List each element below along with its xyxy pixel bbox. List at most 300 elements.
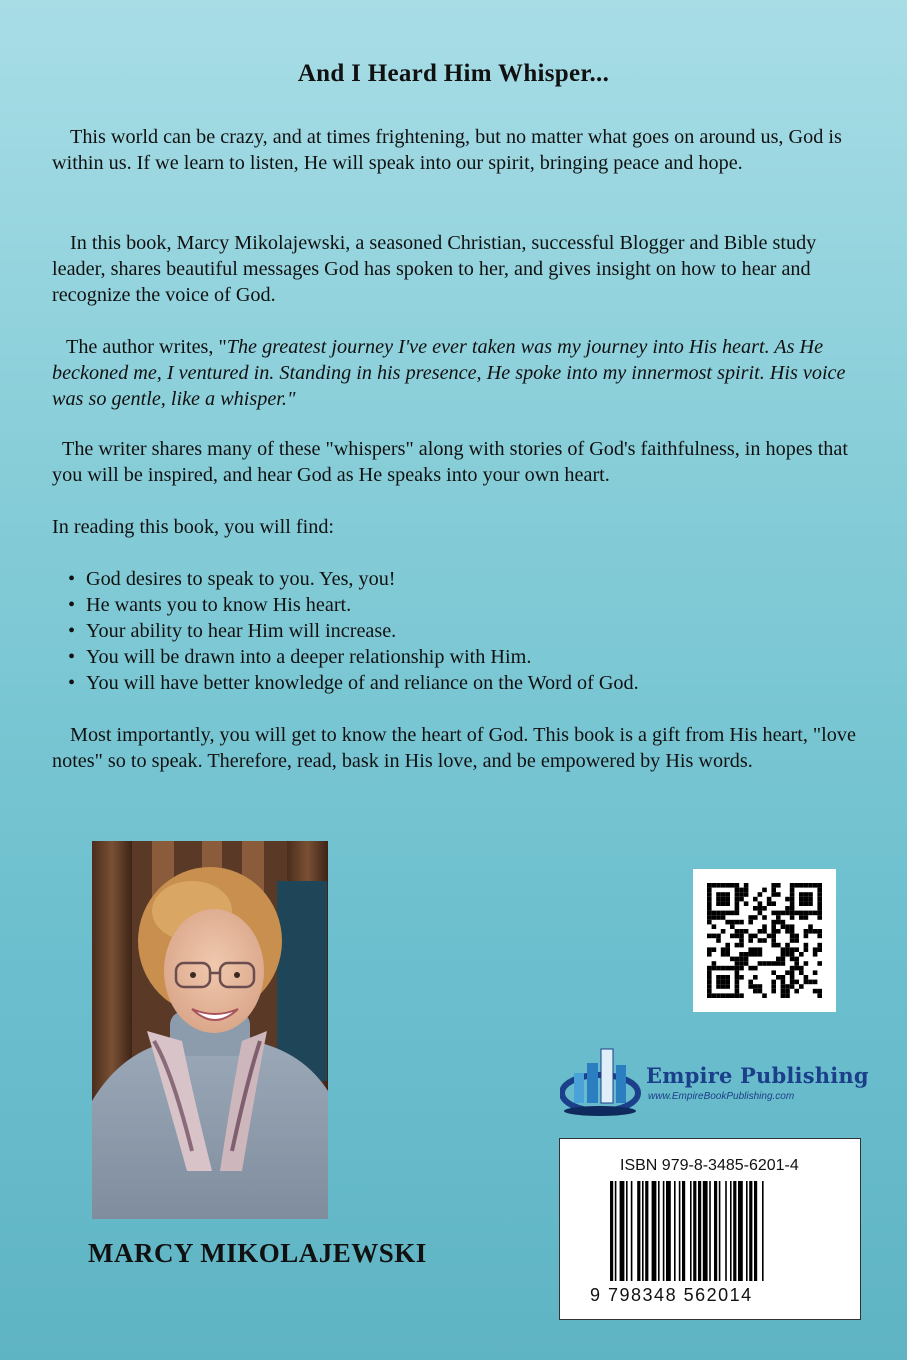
qr-module — [725, 892, 730, 897]
qr-module — [804, 947, 809, 952]
qr-module — [771, 911, 776, 916]
qr-module — [725, 911, 730, 916]
qr-module — [753, 966, 758, 971]
qr-module — [776, 929, 781, 934]
qr-module — [707, 911, 712, 916]
quote-intro: The author writes, " — [66, 336, 227, 358]
qr-module — [817, 989, 822, 994]
qr-module — [785, 952, 790, 957]
qr-module — [817, 947, 822, 952]
paragraph-whispers: The writer shares many of these "whispers" along with stories of God's faithfulness, in hopes that you will be inspired, and hear God as He speaks into your own heart. — [52, 438, 848, 486]
qr-module — [785, 906, 790, 911]
qr-module — [725, 947, 730, 952]
qr-module — [758, 961, 763, 966]
qr-module — [790, 897, 795, 902]
barcode-bar — [626, 1181, 628, 1281]
qr-module — [707, 966, 712, 971]
qr-module — [781, 989, 786, 994]
barcode-bar — [642, 1181, 644, 1281]
qr-module — [735, 984, 740, 989]
publisher-url: www.EmpireBookPublishing.com — [648, 1091, 795, 1102]
qr-module — [725, 920, 730, 925]
qr-module — [790, 938, 795, 943]
qr-module — [794, 989, 799, 994]
qr-module — [744, 957, 749, 962]
page-title: And I Heard Him Whisper... — [297, 60, 610, 87]
qr-module — [804, 901, 809, 906]
qr-module — [744, 892, 749, 897]
qr-module — [753, 947, 758, 952]
barcode-bar — [690, 1181, 692, 1281]
qr-module — [771, 924, 776, 929]
barcode-bar — [637, 1181, 640, 1281]
qr-module — [730, 924, 735, 929]
qr-module — [804, 943, 809, 948]
qr-module — [744, 883, 749, 888]
qr-module — [771, 984, 776, 989]
qr-module — [790, 906, 795, 911]
qr-module — [748, 984, 753, 989]
qr-module — [794, 911, 799, 916]
qr-module — [785, 943, 790, 948]
qr-module — [790, 952, 795, 957]
qr-module — [817, 961, 822, 966]
barcode-digits: 9 798348 562014 — [590, 1285, 753, 1305]
qr-module — [739, 966, 744, 971]
qr-module — [716, 892, 721, 897]
qr-module — [735, 920, 740, 925]
qr-module — [813, 970, 818, 975]
qr-module — [744, 901, 749, 906]
qr-module — [781, 920, 786, 925]
qr-module — [794, 961, 799, 966]
qr-module — [799, 897, 804, 902]
barcode-box — [559, 1138, 861, 1320]
qr-module — [781, 924, 786, 929]
qr-module — [748, 952, 753, 957]
qr-module — [790, 980, 795, 985]
qr-module — [781, 911, 786, 916]
qr-module — [725, 883, 730, 888]
qr-module — [776, 943, 781, 948]
qr-module — [739, 975, 744, 980]
qr-module — [721, 966, 726, 971]
qr-module — [735, 989, 740, 994]
qr-module — [753, 975, 758, 980]
qr-module — [707, 915, 712, 920]
barcode-bar — [730, 1181, 732, 1281]
qr-module — [725, 901, 730, 906]
qr-module — [707, 906, 712, 911]
qr-module — [753, 915, 758, 920]
qr-module — [739, 961, 744, 966]
qr-module — [712, 883, 717, 888]
barcode-bar — [615, 1181, 617, 1281]
qr-module — [808, 883, 813, 888]
qr-module — [785, 911, 790, 916]
barcode-bar — [693, 1181, 696, 1281]
qr-module — [771, 961, 776, 966]
qr-module — [758, 938, 763, 943]
qr-module — [781, 957, 786, 962]
qr-module — [776, 975, 781, 980]
barcode-bar — [698, 1181, 701, 1281]
qr-module — [748, 980, 753, 985]
qr-module — [794, 938, 799, 943]
qr-module — [753, 984, 758, 989]
qr-module — [781, 975, 786, 980]
qr-module — [758, 892, 763, 897]
qr-module — [758, 929, 763, 934]
qr-module — [735, 929, 740, 934]
qr-module — [739, 952, 744, 957]
barcode-bar — [746, 1181, 748, 1281]
qr-module — [721, 980, 726, 985]
barcode-bar — [719, 1181, 721, 1281]
paragraph-list-intro: In reading this book, you will find: — [52, 516, 335, 538]
qr-module — [735, 901, 740, 906]
qr-module — [776, 915, 781, 920]
qr-module — [771, 892, 776, 897]
qr-module — [758, 901, 763, 906]
qr-module — [730, 934, 735, 939]
qr-module — [712, 934, 717, 939]
qr-module — [707, 901, 712, 906]
qr-module — [735, 906, 740, 911]
qr-module — [707, 892, 712, 897]
qr-module — [707, 989, 712, 994]
qr-module — [707, 897, 712, 902]
qr-module — [735, 957, 740, 962]
qr-module — [721, 947, 726, 952]
qr-module — [721, 952, 726, 957]
qr-module — [707, 984, 712, 989]
author-photo — [92, 841, 328, 1219]
barcode-bar — [679, 1181, 681, 1281]
qr-module — [712, 924, 717, 929]
qr-module — [730, 966, 735, 971]
qr-module — [813, 952, 818, 957]
qr-module — [753, 897, 758, 902]
qr-module — [739, 892, 744, 897]
qr-module — [813, 883, 818, 888]
qr-module — [762, 906, 767, 911]
qr-module — [799, 966, 804, 971]
qr-module — [785, 924, 790, 929]
qr-module — [758, 989, 763, 994]
qr-module — [817, 906, 822, 911]
qr-module — [730, 993, 735, 998]
qr-module — [758, 947, 763, 952]
qr-module — [716, 897, 721, 902]
qr-module — [790, 934, 795, 939]
qr-module — [799, 984, 804, 989]
list-item: • You will be drawn into a deeper relationship with Him. — [52, 644, 857, 670]
qr-module — [799, 883, 804, 888]
qr-module — [753, 952, 758, 957]
qr-module — [790, 975, 795, 980]
qr-module — [762, 961, 767, 966]
qr-module — [707, 883, 712, 888]
qr-module — [721, 883, 726, 888]
qr-module — [785, 984, 790, 989]
qr-module — [753, 989, 758, 994]
paragraph-closing: Most importantly, you will get to know the heart of God. This book is a gift from His heart, "love notes" so to speak. Therefore, read, bask in His love, and be empowered by His words. — [52, 724, 856, 772]
qr-module — [735, 993, 740, 998]
barcode-bar — [674, 1181, 676, 1281]
qr-code-icon — [693, 869, 836, 1012]
qr-module — [804, 929, 809, 934]
qr-module — [748, 920, 753, 925]
benefits-list — [52, 566, 857, 696]
qr-module — [716, 984, 721, 989]
qr-module — [735, 961, 740, 966]
list-item: • He wants you to know His heart. — [52, 592, 857, 618]
qr-module — [707, 993, 712, 998]
qr-module — [707, 970, 712, 975]
qr-module — [794, 957, 799, 962]
isbn-label: ISBN 979-8-3485-6201-4 — [620, 1157, 799, 1174]
qr-module — [804, 911, 809, 916]
barcode-bar — [738, 1181, 743, 1281]
qr-module — [813, 947, 818, 952]
barcode-bar — [682, 1181, 685, 1281]
qr-module — [739, 993, 744, 998]
qr-module — [712, 915, 717, 920]
list-item: • Your ability to hear Him will increase. — [52, 618, 857, 644]
qr-module — [794, 947, 799, 952]
qr-module — [730, 883, 735, 888]
qr-module — [721, 929, 726, 934]
qr-module — [817, 883, 822, 888]
qr-module — [725, 897, 730, 902]
qr-module — [785, 989, 790, 994]
qr-module — [817, 901, 822, 906]
qr-module — [790, 947, 795, 952]
barcode-bar — [709, 1181, 711, 1281]
qr-module — [771, 943, 776, 948]
barcode-bar — [754, 1181, 757, 1281]
barcode-bar — [714, 1181, 717, 1281]
qr-module — [735, 892, 740, 897]
qr-module — [808, 924, 813, 929]
quote-text: The greatest journey I've ever taken was my journey into His heart. As He beckoned me, I ventured in. Standing in his presence, He spoke into my innermost spirit. His voice was so gentle, like a whisper." — [52, 336, 846, 410]
qr-module — [776, 883, 781, 888]
qr-module — [739, 888, 744, 893]
qr-module — [804, 892, 809, 897]
author-name: MARCY MIKOLAJEWSKI — [88, 1238, 427, 1268]
qr-module — [808, 911, 813, 916]
barcode-bar — [631, 1181, 633, 1281]
qr-module — [707, 947, 712, 952]
qr-module — [767, 934, 772, 939]
barcode-bar — [620, 1181, 625, 1281]
qr-module — [808, 897, 813, 902]
qr-module — [808, 901, 813, 906]
qr-module — [735, 911, 740, 916]
qr-module — [744, 952, 749, 957]
qr-module — [762, 929, 767, 934]
qr-module — [808, 929, 813, 934]
barcode-bar — [663, 1181, 665, 1281]
qr-module — [771, 901, 776, 906]
qr-module — [813, 989, 818, 994]
qr-module — [716, 966, 721, 971]
qr-module — [804, 883, 809, 888]
qr-module — [748, 947, 753, 952]
barcode-bar — [733, 1181, 736, 1281]
qr-module — [817, 934, 822, 939]
qr-module — [808, 980, 813, 985]
qr-module — [739, 934, 744, 939]
qr-module — [739, 920, 744, 925]
qr-module — [785, 993, 790, 998]
qr-module — [767, 897, 772, 902]
qr-module — [707, 920, 712, 925]
qr-module — [771, 888, 776, 893]
qr-module — [712, 947, 717, 952]
qr-module — [716, 883, 721, 888]
qr-module — [748, 934, 753, 939]
qr-module — [817, 911, 822, 916]
qr-module — [790, 966, 795, 971]
qr-module — [748, 915, 753, 920]
qr-module — [716, 938, 721, 943]
qr-module — [735, 888, 740, 893]
qr-module — [804, 915, 809, 920]
qr-module — [771, 938, 776, 943]
qr-module — [735, 934, 740, 939]
qr-module — [721, 915, 726, 920]
qr-module — [712, 911, 717, 916]
qr-module — [804, 980, 809, 985]
qr-module — [771, 929, 776, 934]
qr-module — [716, 934, 721, 939]
qr-module — [771, 934, 776, 939]
qr-module — [771, 920, 776, 925]
qr-module — [716, 980, 721, 985]
qr-module — [781, 993, 786, 998]
qr-module — [735, 970, 740, 975]
list-item: • You will have better knowledge of and reliance on the Word of God. — [52, 670, 857, 696]
qr-module — [707, 980, 712, 985]
qr-module — [817, 892, 822, 897]
barcode-icon — [610, 1181, 820, 1289]
qr-module — [707, 934, 712, 939]
qr-module — [781, 947, 786, 952]
qr-module — [776, 911, 781, 916]
qr-module — [735, 975, 740, 980]
qr-module — [776, 957, 781, 962]
qr-module — [716, 901, 721, 906]
qr-module — [721, 984, 726, 989]
qr-module — [712, 993, 717, 998]
qr-module — [804, 897, 809, 902]
qr-module — [739, 943, 744, 948]
qr-module — [776, 961, 781, 966]
qr-module — [739, 897, 744, 902]
qr-module — [799, 915, 804, 920]
qr-module — [730, 911, 735, 916]
qr-module — [785, 970, 790, 975]
qr-module — [794, 934, 799, 939]
qr-module — [776, 920, 781, 925]
qr-module — [781, 984, 786, 989]
qr-module — [748, 966, 753, 971]
qr-module — [776, 892, 781, 897]
qr-module — [817, 897, 822, 902]
barcode-bar — [645, 1181, 648, 1281]
qr-module — [735, 897, 740, 902]
qr-module — [804, 934, 809, 939]
qr-module — [804, 975, 809, 980]
qr-module — [758, 906, 763, 911]
list-item: • God desires to speak to you. Yes, you! — [52, 566, 857, 592]
qr-module — [748, 938, 753, 943]
qr-module — [762, 888, 767, 893]
qr-module — [735, 883, 740, 888]
qr-module — [785, 947, 790, 952]
qr-module — [799, 901, 804, 906]
paragraph-about-author: In this book, Marcy Mikolajewski, a seasoned Christian, successful Blogger and Bible study leader, shares beautiful messages God has spoken to her, and gives insight on how to hear and recognize the voice of God. — [52, 232, 817, 306]
qr-module — [716, 911, 721, 916]
qr-module — [725, 975, 730, 980]
barcode-bar — [610, 1181, 613, 1281]
qr-module — [721, 901, 726, 906]
qr-module — [721, 911, 726, 916]
qr-module — [758, 952, 763, 957]
qr-module — [785, 897, 790, 902]
qr-module — [744, 929, 749, 934]
qr-module — [781, 980, 786, 985]
qr-module — [739, 957, 744, 962]
qr-module — [790, 970, 795, 975]
qr-module — [817, 915, 822, 920]
qr-module — [725, 984, 730, 989]
qr-module — [799, 970, 804, 975]
qr-module — [790, 901, 795, 906]
qr-module — [739, 929, 744, 934]
qr-module — [817, 993, 822, 998]
qr-module — [804, 961, 809, 966]
qr-module — [712, 966, 717, 971]
qr-module — [771, 883, 776, 888]
qr-module — [758, 911, 763, 916]
qr-module — [716, 975, 721, 980]
qr-module — [790, 911, 795, 916]
qr-module — [721, 993, 726, 998]
qr-module — [817, 943, 822, 948]
qr-module — [799, 911, 804, 916]
qr-module — [762, 915, 767, 920]
paragraph-intro: This world can be crazy, and at times frightening, but no matter what goes on around us, God is within us. If we learn to listen, He will speak into our spirit, bringing peace and hope. — [52, 126, 842, 174]
qr-module — [771, 980, 776, 985]
qr-module — [721, 975, 726, 980]
qr-module — [758, 984, 763, 989]
barcode-bar — [762, 1181, 764, 1281]
qr-module — [813, 929, 818, 934]
barcode-bar — [725, 1181, 727, 1281]
qr-module — [813, 911, 818, 916]
qr-module — [721, 897, 726, 902]
qr-module — [735, 980, 740, 985]
qr-module — [767, 901, 772, 906]
qr-module — [725, 980, 730, 985]
qr-module — [735, 943, 740, 948]
qr-module — [730, 920, 735, 925]
qr-module — [744, 961, 749, 966]
barcode-bar — [749, 1181, 752, 1281]
